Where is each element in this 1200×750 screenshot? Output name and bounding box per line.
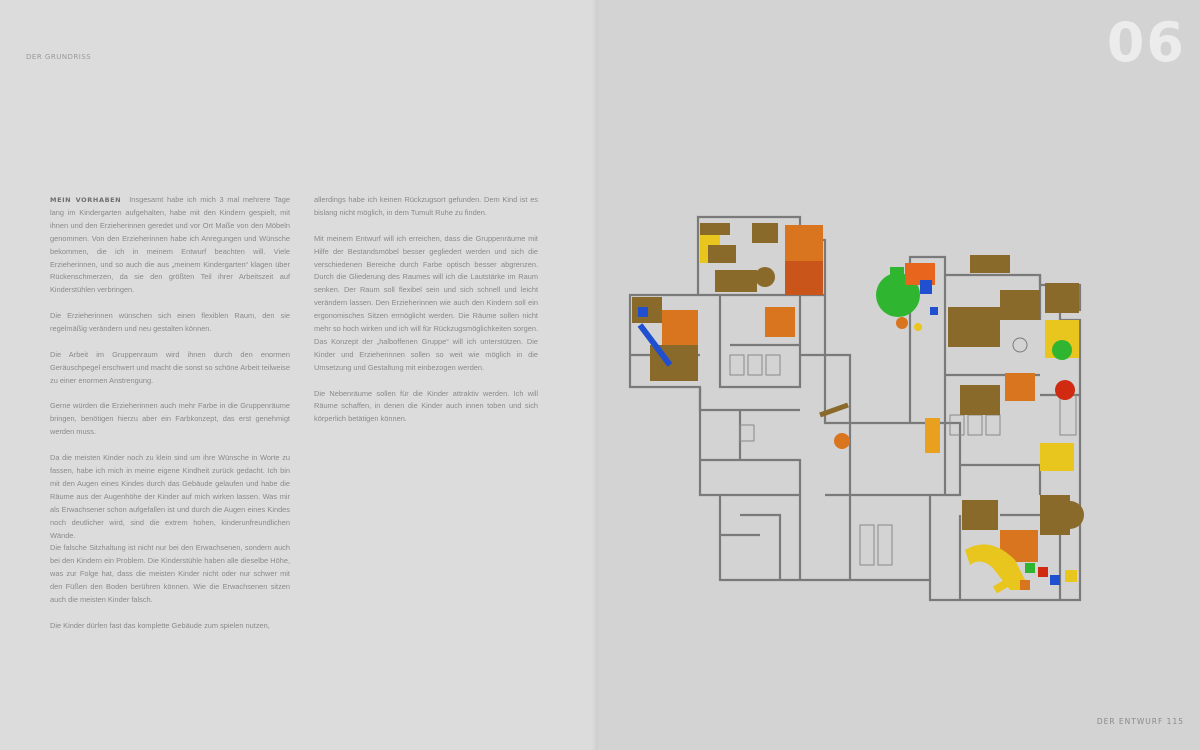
paragraph: Mit meinem Entwurf will ich erreichen, dass die Gruppenräume mit Hilfe der Bestandsmöbel besser gegliedert werden und sich die verschiedenen Bereiche durch Farbe optisch besser abgrenzen. Durch die Gliederung des Raumes will ich die Lautstärke im Raum senken. Der Raum soll flexibel sein und sich schnell und leicht verändern lassen. Den Erzieherinnen wie auch den Kindern soll ein ergonomisches Sitzen ermöglicht werden. Die Räume sollen nicht mehr so hoch wirken und ich will für Rückzugsmöglichkeiten sorgen. Das Konzept der „halboffenen Gruppe“ will ich unterstützen. Die Kinder und Erzieherinnen sollen so weit wie möglich in die Umsetzung und Gestaltung mit einbezogen werden.: [314, 233, 538, 372]
text-column-2: [314, 194, 538, 439]
paragraph: Da die meisten Kinder noch zu klein sind um ihre Wünsche in Worte zu fassen, habe ich mich in meine eigene Kindheit zurück gedacht. Ich bin mit den Augen eines Kindes durch das Gebäude gelaufen und habe die Räume aus der Augenhöhe der Kinder auf mich wirken lassen. Was mir als Erwachsener schon aufgefallen ist und durch die Augen eines Kindes noch deutlicher wird, sind die extrem hohen, kinderunfreundlichen Wände. Die falsche Sitzhaltung ist nicht nur bei den Erwachsenen, sondern auch bei den Kindern ein Problem. Die Kinderstühle haben alle dieselbe Höhe, was zur Folge hat, dass die meisten Kinder nicht oder nur schwer mit den Füßen den Boden berühren können. Wie die Erwachsenen sitzen auch die meisten Kinder falsch.: [50, 453, 290, 605]
lead-heading: MEIN VORHABEN: [50, 196, 122, 204]
paragraph: Die Arbeit im Gruppenraum wird ihnen durch den enormen Geräuschpegel erschwert und macht die sonst so schöne Arbeit teilweise zu einer enormen Anstrengung.: [50, 349, 290, 385]
left-page: [0, 0, 598, 750]
paragraph: Die Nebenräume sollen für die Kinder attraktiv werden. Ich will Räume schaffen, in denen die Kinder auch innen toben und sich körperlich betätigen können.: [314, 388, 538, 424]
paragraph: Gerne würden die Erzieherinnen auch mehr Farbe in die Gruppenräume bringen, benötigen hierzu aber ein Farbkonzept, das erst genehmigt werden muss.: [50, 401, 290, 437]
section-label: DER GRUNDRISS: [26, 53, 92, 61]
paragraph: allerdings habe ich keinen Rückzugsort gefunden. Dem Kind ist es bislang nicht möglich, in dem Tumult Ruhe zu finden.: [314, 195, 538, 217]
chapter-number: 06: [1106, 11, 1186, 74]
paragraph: Die Kinder dürfen fast das komplette Gebäude zum spielen nutzen,: [50, 620, 270, 630]
paragraph-text: Insgesamt habe ich mich 3 mal mehrere Tage lang im Kindergarten aufgehalten, habe mit den Kindern gespielt, mit ihnen und den Erzieherinnen geredet und vor Ort Maße von den Möbeln genommen. Von den Erzieherinnen habe ich Anregungen und Wünsche bekommen, die ich in meinem Entwurf beachten will. Viele Erzieherinnen, und so auch die aus „meinem Kindergarten“ klagen über Rückenschmerzen, da sie den größten Teil ihrer Arbeitszeit auf Kinderstühlen verbringen.: [50, 195, 290, 295]
page-footer: DER ENTWURF 115: [1096, 717, 1184, 726]
text-column-1: [50, 194, 290, 646]
paragraph: [50, 194, 290, 297]
paragraph: Die Erzieherinnen wünschen sich einen flexiblen Raum, den sie regelmäßig verändern und neu gestalten können.: [50, 311, 290, 334]
floor-plan-image: [620, 195, 1090, 615]
